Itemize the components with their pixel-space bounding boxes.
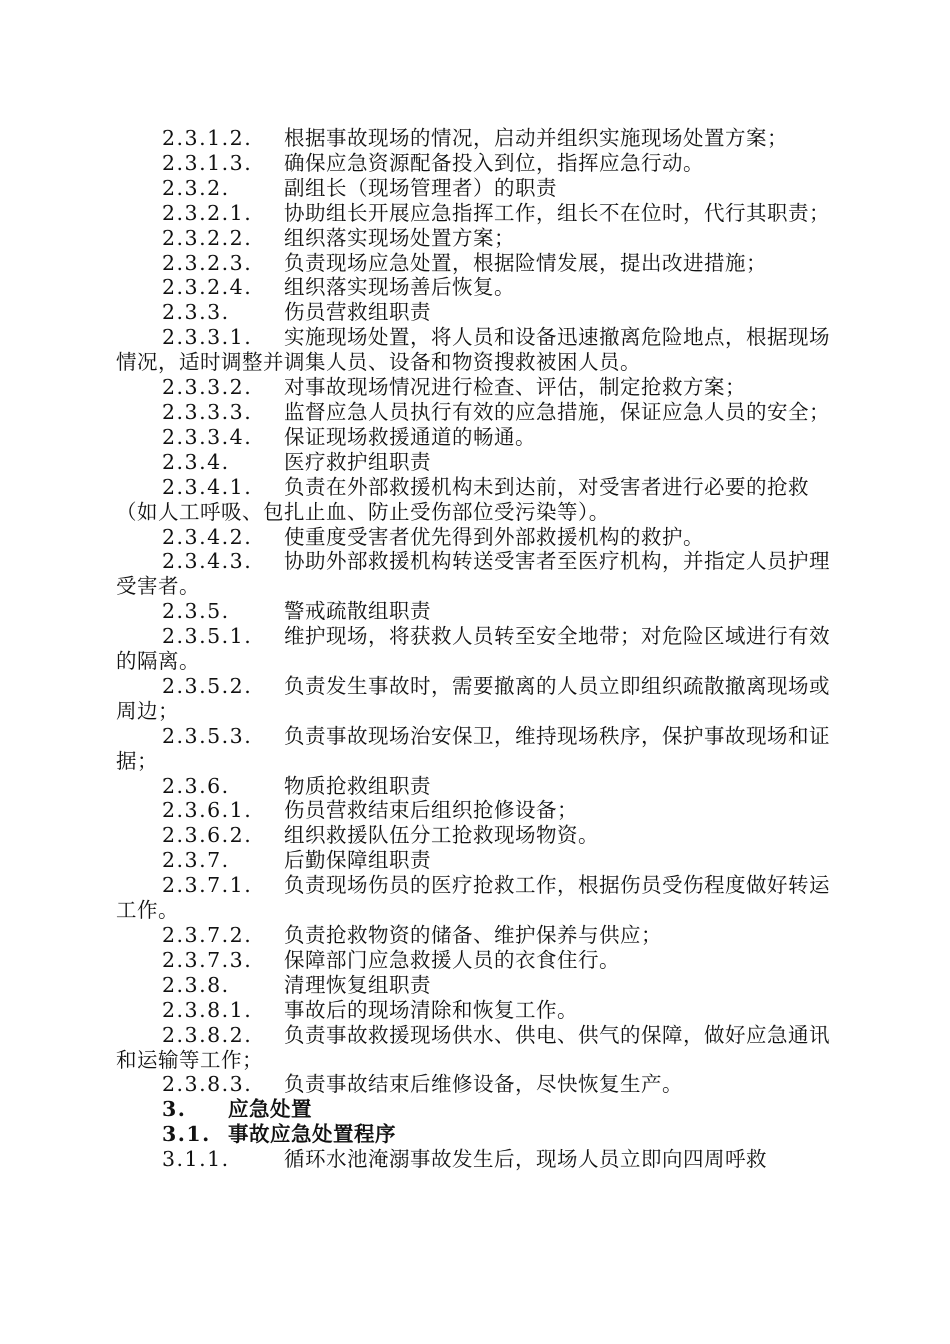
heading-2-3-7 <box>116 848 840 873</box>
paragraph-text: 循环水池淹溺事故发生后，现场人员立即向四周呼救 <box>284 1147 767 1172</box>
paragraph-text: 负责发生事故时，需要撤离的人员立即组织疏散撤离现场或周边； <box>116 673 830 723</box>
paragraph-text: 确保应急资源配备投入到位，指挥应急行动。 <box>284 150 704 175</box>
document-body <box>116 126 840 1172</box>
section-number: 2.3.2.3. <box>162 250 253 275</box>
heading-text: 物质抢救组职责 <box>284 773 431 798</box>
section-number: 2.3.8.3. <box>162 1072 253 1097</box>
heading-2-3-8 <box>116 973 840 998</box>
paragraph-text: 事故后的现场清除和恢复工作。 <box>284 997 578 1022</box>
heading-text: 伤员营救组职责 <box>284 300 431 325</box>
heading-2-3-2 <box>116 176 840 201</box>
paragraph-text: 保证现场救援通道的畅通。 <box>284 424 536 449</box>
paragraph-2-3-5-1 <box>116 624 840 674</box>
heading-text: 清理恢复组职责 <box>284 972 431 997</box>
paragraph-text: 伤员营救结束后组织抢修设备； <box>284 798 578 823</box>
section-number: 2.3.7. <box>162 848 230 873</box>
paragraph-2-3-7-3 <box>116 948 840 973</box>
paragraph-2-3-8-2 <box>116 1023 840 1073</box>
section-number: 3.1. <box>162 1122 211 1147</box>
section-number: 2.3.7.2. <box>162 923 253 947</box>
paragraph-text: 负责事故救援现场供水、供电、供气的保障，做好应急通讯和运输等工作； <box>116 1022 830 1072</box>
section-number: 2.3.6. <box>162 773 230 798</box>
paragraph-text: 对事故现场情况进行检查、评估，制定抢救方案； <box>284 375 746 400</box>
paragraph-2-3-3-1 <box>116 325 840 375</box>
heading-text: 事故应急处置程序 <box>228 1122 396 1147</box>
paragraph-2-3-5-2 <box>116 674 840 724</box>
section-number: 2.3.4.3. <box>162 549 253 574</box>
section-number: 2.3.3.1. <box>162 325 253 350</box>
heading-text: 医疗救护组职责 <box>284 449 431 474</box>
paragraph-3-1-1 <box>116 1147 840 1172</box>
section-number: 3. <box>162 1097 187 1122</box>
paragraph-text: 组织落实现场处置方案； <box>284 225 515 250</box>
paragraph-text: 使重度受害者优先得到外部救援机构的救护。 <box>284 524 704 549</box>
section-number: 2.3.4. <box>162 449 230 474</box>
paragraph-2-3-3-3 <box>116 400 840 425</box>
paragraph-2-3-7-2 <box>116 923 840 948</box>
paragraph-2-3-4-2 <box>116 525 840 550</box>
paragraph-text: 保障部门应急救援人员的衣食住行。 <box>284 947 620 972</box>
heading-text: 警戒疏散组职责 <box>284 599 431 624</box>
paragraph-2-3-6-2 <box>116 823 840 848</box>
paragraph-text: 组织救援队伍分工抢救现场物资。 <box>284 823 599 848</box>
paragraph-2-3-6-1 <box>116 798 840 823</box>
section-number: 2.3.7.3. <box>162 947 253 972</box>
paragraph-2-3-1-2 <box>116 126 840 151</box>
paragraph-2-3-2-2 <box>116 226 840 251</box>
paragraph-text: 负责现场应急处置，根据险情发展，提出改进措施； <box>284 250 767 275</box>
section-number: 2.3.3. <box>162 300 230 325</box>
section-number: 2.3.8. <box>162 972 230 997</box>
section-number: 2.3.7.1. <box>162 873 253 898</box>
paragraph-2-3-2-3 <box>116 251 840 276</box>
section-number: 2.3.1.2. <box>162 126 253 150</box>
paragraph-2-3-4-1 <box>116 475 840 525</box>
section-number: 2.3.3.3. <box>162 399 253 424</box>
section-number: 2.3.3.2. <box>162 375 253 400</box>
section-number: 2.3.8.1. <box>162 997 253 1022</box>
section-number: 2.3.5.1. <box>162 624 253 649</box>
paragraph-text: 负责抢救物资的储备、维护保养与供应； <box>284 923 662 947</box>
section-number: 2.3.5.2. <box>162 673 253 698</box>
paragraph-text: 监督应急人员执行有效的应急措施，保证应急人员的安全； <box>284 399 830 424</box>
heading-text: 应急处置 <box>228 1097 312 1122</box>
paragraph-2-3-2-4 <box>116 275 840 300</box>
section-number: 2.3.2.1. <box>162 200 253 225</box>
paragraph-2-3-2-1 <box>116 201 840 226</box>
paragraph-text: 协助外部救援机构转送受害者至医疗机构，并指定人员护理受害者。 <box>116 549 830 599</box>
paragraph-text: 负责在外部救援机构未到达前，对受害者进行必要的抢救（如人工呼吸、包扎止血、防止受伤部位受污染等）。 <box>116 474 809 524</box>
heading-3-1 <box>116 1122 840 1147</box>
paragraph-text: 实施现场处置，将人员和设备迅速撤离危险地点，根据现场情况，适时调整并调集人员、设备和物资搜救被困人员。 <box>116 325 830 375</box>
heading-2-3-5 <box>116 599 840 624</box>
paragraph-text: 协助组长开展应急指挥工作，组长不在位时，代行其职责； <box>284 200 830 225</box>
paragraph-2-3-1-3 <box>116 151 840 176</box>
section-number: 2.3.5. <box>162 599 230 624</box>
section-number: 2.3.6.1. <box>162 798 253 823</box>
paragraph-2-3-7-1 <box>116 873 840 923</box>
paragraph-text: 维护现场，将获救人员转至安全地带；对危险区域进行有效的隔离。 <box>116 624 830 674</box>
paragraph-2-3-5-3 <box>116 724 840 774</box>
paragraph-2-3-3-4 <box>116 425 840 450</box>
paragraph-text: 负责事故现场治安保卫，维持现场秩序，保护事故现场和证据； <box>116 723 830 773</box>
section-number: 2.3.3.4. <box>162 424 253 449</box>
heading-text: 后勤保障组职责 <box>284 848 431 873</box>
heading-text: 副组长（现场管理者）的职责 <box>284 175 557 200</box>
paragraph-2-3-8-1 <box>116 998 840 1023</box>
section-number: 2.3.4.1. <box>162 474 253 499</box>
heading-2-3-6 <box>116 774 840 799</box>
heading-3 <box>116 1097 840 1122</box>
section-number: 2.3.2. <box>162 175 230 200</box>
paragraph-text: 组织落实现场善后恢复。 <box>284 275 515 300</box>
section-number: 2.3.5.3. <box>162 723 253 748</box>
section-number: 2.3.8.2. <box>162 1022 253 1047</box>
section-number: 2.3.2.2. <box>162 225 253 250</box>
paragraph-text: 负责现场伤员的医疗抢救工作，根据伤员受伤程度做好转运工作。 <box>116 873 830 923</box>
heading-2-3-3 <box>116 300 840 325</box>
paragraph-2-3-3-2 <box>116 375 840 400</box>
paragraph-text: 根据事故现场的情况，启动并组织实施现场处置方案； <box>284 126 788 150</box>
section-number: 2.3.2.4. <box>162 275 253 300</box>
heading-2-3-4 <box>116 450 840 475</box>
paragraph-2-3-4-3 <box>116 549 840 599</box>
paragraph-text: 负责事故结束后维修设备，尽快恢复生产。 <box>284 1072 683 1097</box>
section-number: 2.3.4.2. <box>162 524 253 549</box>
section-number: 2.3.1.3. <box>162 150 253 175</box>
paragraph-2-3-8-3 <box>116 1072 840 1097</box>
section-number: 3.1.1. <box>162 1147 230 1172</box>
section-number: 2.3.6.2. <box>162 823 253 848</box>
